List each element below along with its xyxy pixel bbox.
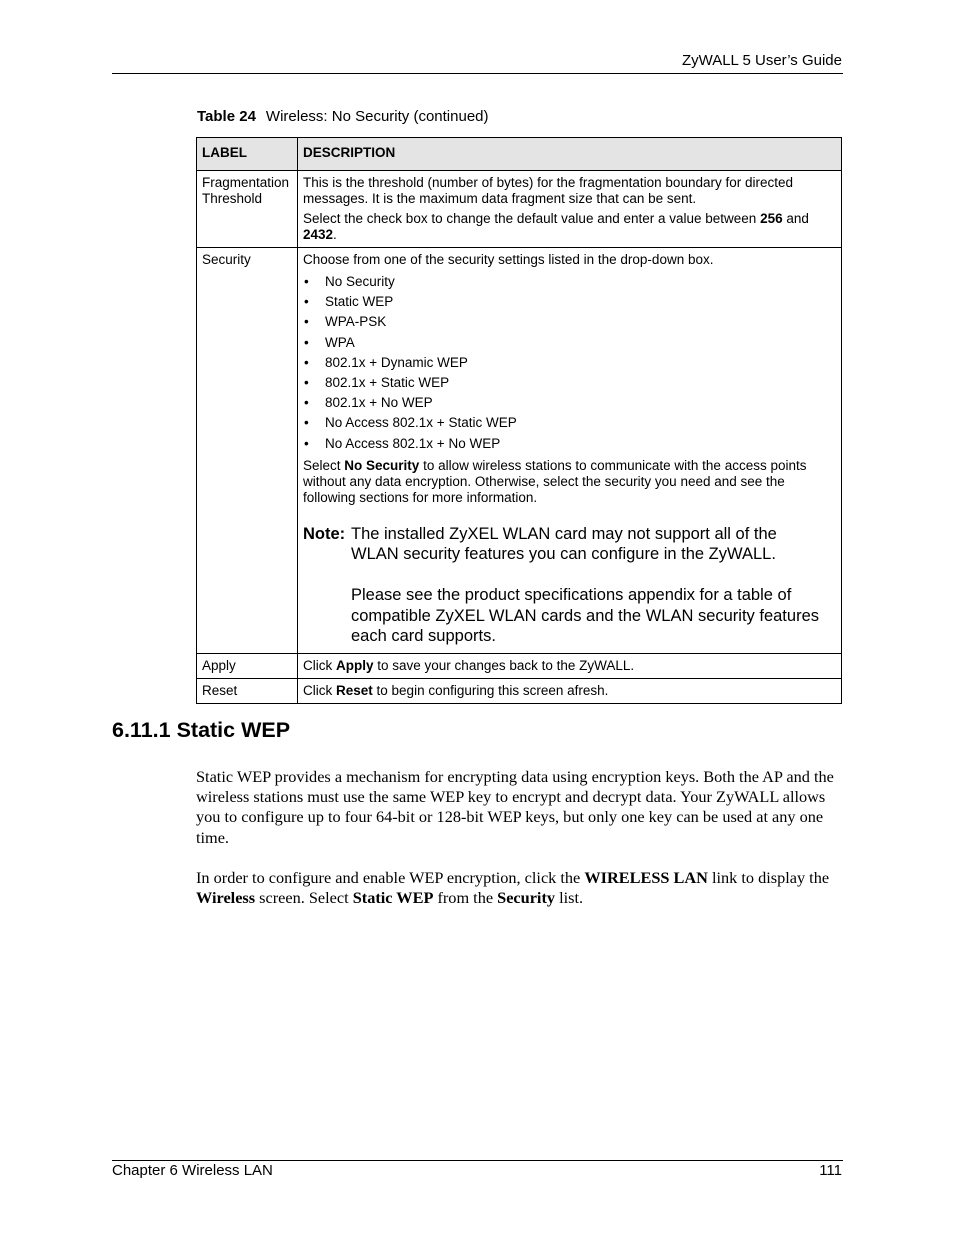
description-text — [303, 211, 836, 243]
row-description-fragmentation — [298, 171, 842, 248]
bold-value: Apply — [336, 657, 374, 673]
text-run: link to display the — [707, 868, 830, 887]
row-description-apply — [298, 653, 842, 678]
footer-chapter: Chapter 6 Wireless LAN — [112, 1162, 273, 1179]
text-run: list. — [555, 888, 584, 908]
column-header-description: DESCRIPTION — [298, 138, 842, 171]
table-caption-number: Table 24 — [197, 108, 256, 125]
bold-value: 256 — [760, 211, 783, 226]
security-options-list — [303, 272, 836, 454]
bold-term: Security — [497, 888, 556, 908]
table-caption — [197, 108, 489, 125]
body-paragraph: Static WEP provides a mechanism for encrypting data using encryption keys. Both the AP and the wireless stations must use the same WEP key to encrypt and decrypt data. Your ZyWALL allows you to configure up to four 64-bit or 128-bit WEP keys, but only one key can be used at any one time. — [196, 767, 834, 847]
row-label-fragmentation — [197, 171, 298, 248]
list-item: • Static WEP — [303, 292, 836, 312]
description-text: This is the threshold (number of bytes) for the fragmentation boundary for directed messages. It is the maximum data fragment size that can be sent. — [303, 175, 794, 206]
body-paragraph — [196, 868, 842, 908]
note-label: Note: — [303, 524, 346, 543]
table-header-row — [197, 138, 842, 171]
list-item: • No Security — [303, 272, 836, 292]
table-row — [197, 678, 842, 703]
text-run: Select the check box to change the default value and enter a value between — [303, 211, 761, 226]
text-run: from the — [433, 888, 498, 908]
bold-term: Static WEP — [352, 888, 434, 908]
label-line: Fragmentation — [202, 175, 290, 190]
bold-value: Reset — [336, 682, 373, 698]
description-text — [303, 458, 836, 506]
list-item: • No Access 802.1x + No WEP — [303, 434, 836, 454]
footer-divider — [112, 1160, 843, 1161]
text-run: to begin configuring this screen afresh. — [372, 682, 609, 698]
list-item: • 802.1x + No WEP — [303, 393, 836, 413]
list-item: • WPA — [303, 333, 836, 353]
list-item: • WPA-PSK — [303, 312, 836, 332]
list-item: • 802.1x + Static WEP — [303, 373, 836, 393]
description-text: Choose from one of the security settings listed in the drop-down box. — [303, 252, 714, 267]
row-label-reset: Reset — [197, 678, 298, 703]
page-number: 111 — [819, 1162, 842, 1179]
text-run: to save your changes back to the ZyWALL. — [373, 657, 635, 673]
note-text: Please see the product specifications appendix for a table of compatible ZyXEL WLAN cards and the WLAN security features each card supports. — [351, 586, 819, 646]
text-run: Click — [303, 657, 336, 673]
column-header-label: LABEL — [197, 138, 298, 171]
text-run: and — [782, 211, 809, 226]
text-run: . — [333, 227, 337, 242]
table-caption-title: Wireless: No Security (continued) — [265, 108, 489, 125]
list-item: • No Access 802.1x + Static WEP — [303, 413, 836, 433]
text-run: In order to configure and enable WEP encryption, click the — [196, 868, 585, 887]
text-run: Select — [303, 457, 345, 473]
text-run: to allow wireless stations to communicate with the access points without any data encryption. Otherwise, select the security you need and see the following sections for more information. — [303, 457, 807, 505]
note-text: The installed ZyXEL WLAN card may not support all of the — [351, 524, 777, 543]
running-header-title: ZyWALL 5 User’s Guide — [681, 52, 842, 69]
wireless-settings-table — [196, 137, 842, 704]
row-label-security: Security — [197, 248, 298, 654]
row-description-reset — [298, 678, 842, 703]
text-run: Click — [303, 682, 336, 698]
text-run: screen. Select — [255, 888, 353, 908]
header-divider — [112, 73, 843, 74]
section-heading: 6.11.1 Static WEP — [112, 718, 291, 742]
bold-value: No Security — [344, 457, 420, 473]
table-row — [197, 653, 842, 678]
note-text: WLAN security features you can configure in the ZyWALL. — [351, 545, 776, 564]
bold-value: 2432 — [303, 227, 334, 242]
note-block — [303, 524, 836, 647]
bold-term: WIRELESS LAN — [584, 868, 708, 887]
table-row — [197, 248, 842, 654]
list-item: • 802.1x + Dynamic WEP — [303, 353, 836, 373]
row-description-security — [298, 248, 842, 654]
table-row — [197, 171, 842, 248]
label-line: Threshold — [202, 191, 263, 206]
bold-term: Wireless — [196, 888, 256, 908]
row-label-apply: Apply — [197, 653, 298, 678]
